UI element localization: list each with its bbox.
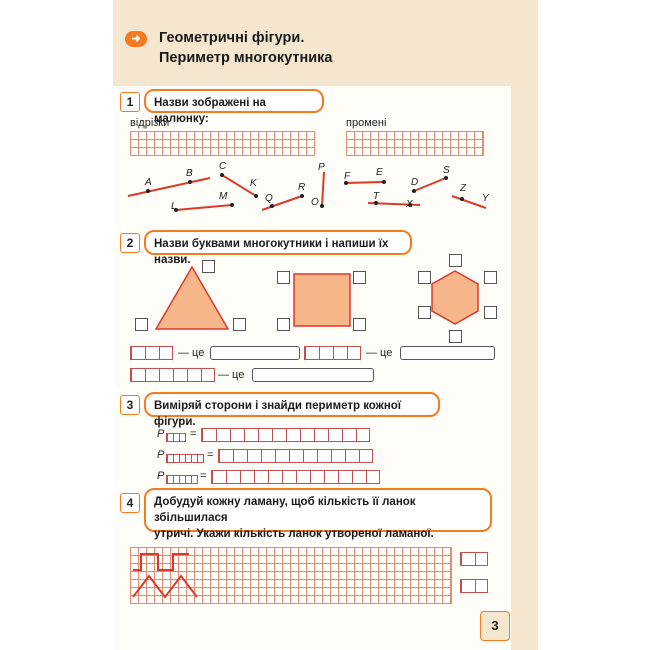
- label-segments: відрізки: [130, 117, 170, 129]
- tse-label: — це: [218, 369, 245, 381]
- equals-sign: =: [190, 428, 197, 440]
- right-arrow-icon: ➜: [125, 31, 147, 47]
- point-label-F: F: [344, 171, 351, 182]
- task1-number: 1: [120, 92, 140, 112]
- task2-instruction-text: Назви буквами многокутники і напиши їх назви.: [154, 238, 389, 266]
- point-label-E: E: [376, 167, 383, 178]
- task3-instruction-text: Виміряй сторони і знайди периметр кожної фігури.: [154, 400, 402, 428]
- point-label-Q: Q: [265, 193, 273, 204]
- task4-number: 4: [120, 493, 140, 513]
- point-label-B: B: [186, 168, 193, 179]
- tse-label: — це: [178, 347, 205, 359]
- point-label-D: D: [411, 177, 419, 188]
- point-label-S: S: [443, 165, 450, 176]
- segment-count-input[interactable]: [460, 552, 488, 566]
- point-label-K: K: [250, 178, 257, 189]
- task4-instruction-line1: Добудуй кожну ламану, щоб кількість її ланок збільшилася: [154, 496, 416, 524]
- point-label-O: O: [311, 197, 319, 208]
- page-number: 3: [480, 611, 510, 641]
- point-label-R: R: [298, 182, 306, 193]
- equals-sign: =: [200, 470, 207, 482]
- point-label-L: L: [171, 201, 177, 212]
- task2-number: 2: [120, 233, 140, 253]
- perimeter-letter: P: [157, 470, 165, 482]
- polyline-zigzag: [133, 576, 197, 597]
- title-line-2: Периметр многокутника: [159, 50, 333, 66]
- point-label-P: P: [318, 162, 325, 173]
- tse-label: — це: [366, 347, 393, 359]
- point-label-Z: Z: [460, 183, 467, 194]
- perimeter-letter: P: [157, 449, 165, 461]
- point-label-X: X: [406, 199, 413, 210]
- point-label-Y: Y: [482, 193, 489, 204]
- task3-number: 3: [120, 395, 140, 415]
- perimeter-letter: P: [157, 428, 165, 440]
- task1-instruction-text: Назви зображені на малюнку:: [154, 97, 266, 125]
- equals-sign: =: [207, 449, 214, 461]
- label-rays: промені: [346, 117, 387, 129]
- point-label-C: C: [219, 161, 227, 172]
- polyline-square-wave: [133, 554, 189, 570]
- task4-instruction-line2: утричі. Укажи кількість ланок утвореної ламаної.: [154, 528, 434, 540]
- point-label-A: A: [145, 177, 152, 188]
- title-line-1: Геометричні фігури.: [159, 30, 305, 46]
- point-label-T: T: [373, 191, 380, 202]
- segment-count-input[interactable]: [460, 579, 488, 593]
- point-label-M: M: [219, 191, 228, 202]
